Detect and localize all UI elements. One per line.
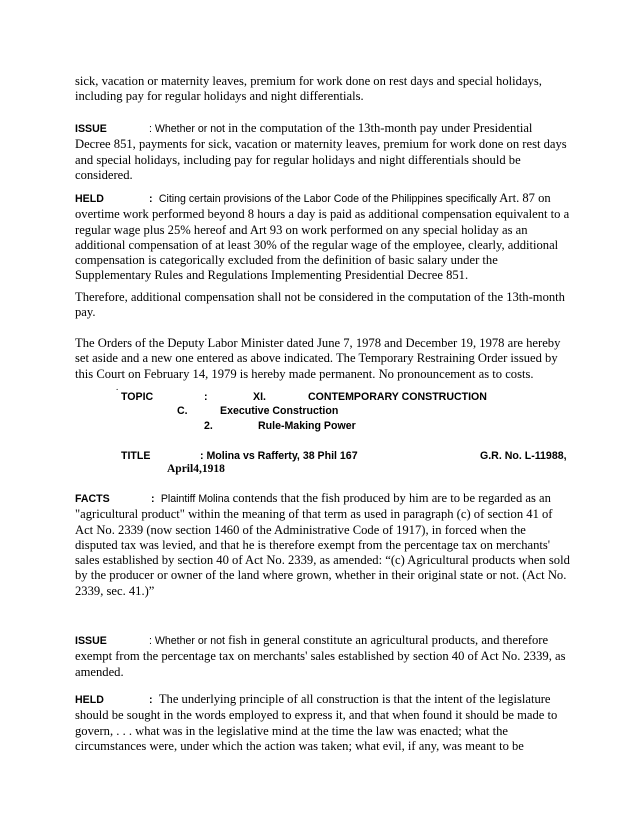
held-2-label: HELD: [75, 694, 104, 706]
facts-colon: :: [151, 493, 155, 505]
held-2-colon: :: [149, 694, 153, 706]
issue-2-paragraph: [75, 633, 570, 680]
intro-paragraph: [75, 74, 570, 105]
held-1-lead: Citing certain provisions of the Labor Code of the Philippines specifically: [158, 193, 497, 205]
topic-number: XI.: [253, 391, 266, 403]
held-2-text: The underlying principle of all construction is that the intent of the legislature should be sought in the words employed to express it, and that when found it should be made to govern, . . . what was in the legislative mind at the time the law was enacted; what the circumstances were, under which the action was taken; what evil, if any, was meant to be: [75, 692, 558, 753]
title-gr-number: G.R. No. L-11988,: [480, 450, 567, 462]
facts-lead: Plaintiff Molina: [160, 493, 230, 505]
held-1-paragraph: [75, 191, 570, 284]
title-case: : Molina vs Rafferty, 38 Phil 167: [200, 450, 358, 462]
issue-1-paragraph: [75, 121, 570, 183]
facts-label: FACTS: [75, 493, 110, 505]
facts-text: contends that the fish produced by him are to be regarded as an "agricultural product" within the meaning of that term as used in paragraph (c) of section 41 of Act No. 2339 (now section 1460 of the Administrative Code of 1917), in forced when the disputed tax was levied, and that he is therefore exempt from the percentage tax on merchants' sales established by section 40 of Act No. 2339, as amended: “(c) Agricultural products when sold by the producer or owner of the land where grown, whether in their original state or not. (Act No. 2339, sec. 41.)”: [75, 491, 570, 598]
topic-sub2-heading: Rule-Making Power: [258, 420, 356, 432]
topic-sub2-number: 2.: [204, 420, 213, 432]
held-1-text: Art. 87 on overtime work performed beyond 8 hours a day is paid as additional compensation equivalent to a regular wage plus 25% hereof and Art 93 on work performed on any special holiday as an additional compensation of at least 30% of the regular wage of the employee, clearly, additional compensation is categorically excluded from the definition of basic salary under the Supplementary Rules and Regulations Implementing Presidential Decree 851.: [75, 191, 570, 283]
held-1-label: HELD: [75, 193, 104, 205]
topic-sub-letter: C.: [177, 405, 188, 417]
title-label: TITLE: [121, 450, 151, 462]
orders-paragraph: The Orders of the Deputy Labor Minister dated June 7, 1978 and December 19, 1978 are hereby set aside and a new one entered as above indicated. The Temporary Restraining Order issued by this Court on February 14, 1979 is hereby made permanent. No pronouncement as to costs.: [75, 336, 561, 381]
topic-heading: CONTEMPORARY CONSTRUCTION: [308, 391, 487, 403]
issue-2-text: fish in general constitute an agricultural products, and therefore exempt from the percentage tax on merchants' sales established by section 40 of Act No. 2339, as amended.: [75, 633, 566, 679]
topic-colon: :: [204, 391, 208, 403]
intro-line-1: sick, vacation or maternity leaves, premium for work done on rest days and special holidays,: [75, 74, 542, 88]
therefore-paragraph: Therefore, additional compensation shall not be considered in the computation of the 13th-month pay.: [75, 290, 565, 320]
title-date: April4,1918: [167, 463, 225, 475]
intro-line-2: including pay for regular holidays and night differentials.: [75, 89, 364, 104]
issue-1-text: in the computation of the 13th-month pay under Presidential Decree 851, payments for sick, vacation or maternity leaves, premium for work done on rest days and special holidays, including pay for regular holidays and night differentials should be considered.: [75, 121, 567, 182]
issue-1-label: ISSUE: [75, 123, 107, 135]
issue-2-lead: : Whether or not: [149, 635, 225, 647]
topic-label: TOPIC: [121, 391, 154, 403]
held-1-colon: :: [149, 193, 153, 205]
stray-dot: .: [116, 382, 119, 392]
issue-1-lead: : Whether or not: [149, 123, 225, 135]
issue-2-label: ISSUE: [75, 635, 107, 647]
topic-sub-heading: Executive Construction: [220, 405, 339, 417]
held-2-paragraph: [75, 692, 570, 754]
facts-paragraph: [75, 491, 570, 599]
